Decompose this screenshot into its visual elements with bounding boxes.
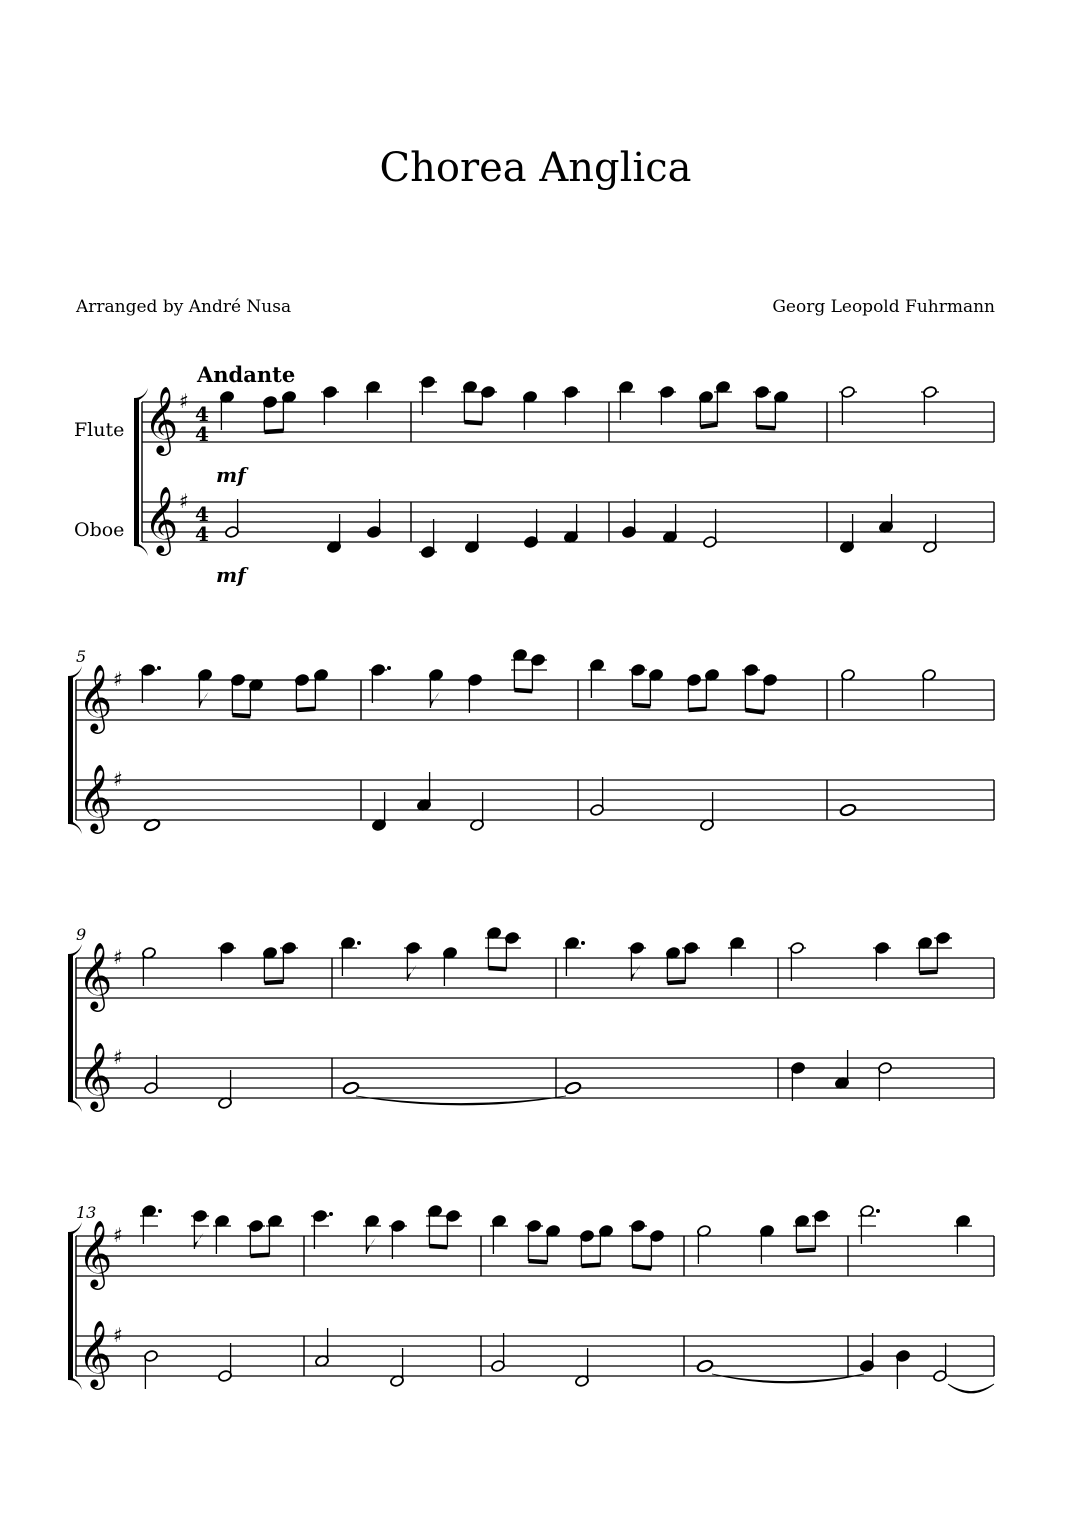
dynamic-oboe: mf (216, 563, 246, 587)
oboe-time-sig: 4 (195, 522, 209, 546)
note-dot (876, 1209, 880, 1213)
system-bracket (68, 1232, 73, 1380)
note-beam (514, 690, 532, 691)
note-beam (429, 1246, 447, 1247)
system-bracket (68, 676, 73, 824)
note-dot (357, 941, 361, 945)
flute-treble-clef-icon: 𝄞 (78, 941, 113, 1009)
note-dot (157, 666, 161, 670)
note-dot (329, 1212, 333, 1216)
note-beam (488, 968, 506, 969)
arranger-credit: Arranged by André Nusa (76, 297, 292, 317)
instrument-label-oboe: Oboe (74, 519, 125, 541)
note-beam (464, 422, 482, 423)
note-head (564, 1081, 581, 1095)
flute-sharp-icon: ♯ (113, 945, 123, 969)
note-tie (356, 1096, 566, 1105)
note-dot (581, 941, 585, 945)
flute-sharp-icon: ♯ (113, 1223, 123, 1247)
note-beam (581, 1265, 600, 1266)
note-beam (667, 982, 685, 983)
oboe-treble-clef-icon: 𝄞 (78, 1041, 113, 1109)
flute-treble-clef-icon: 𝄞 (78, 1219, 113, 1287)
flute-sharp-icon: ♯ (113, 667, 123, 691)
system-bracket (68, 954, 73, 1102)
note-beam (632, 1266, 651, 1269)
oboe-sharp-icon: ♯ (113, 767, 123, 791)
instrument-label-flute: Flute (74, 419, 125, 441)
note-beam (232, 715, 250, 716)
flute-time-sig: 4 (195, 422, 209, 446)
note-dot (158, 1209, 162, 1213)
oboe-time-sig: 4 (195, 502, 209, 526)
oboe-treble-clef-icon: 𝄞 (144, 485, 179, 553)
measure-number-5: 5 (76, 647, 87, 666)
note-dot (387, 666, 391, 670)
note-beam (264, 431, 283, 432)
system-bracket (134, 398, 139, 546)
note-beam (528, 1261, 547, 1262)
score-title: Chorea Anglica (379, 145, 692, 191)
note-beam (919, 972, 937, 973)
flute-time-sig: 4 (195, 402, 209, 426)
note-beam (632, 705, 650, 706)
measure-number-9: 9 (76, 925, 87, 944)
dynamic-flute: mf (216, 463, 246, 487)
note-head (696, 1359, 713, 1373)
oboe-treble-clef-icon: 𝄞 (78, 1319, 113, 1387)
tempo-marking: Andante (197, 362, 296, 387)
note-head (839, 803, 856, 817)
oboe-sharp-icon: ♯ (113, 1323, 123, 1347)
note-beam (745, 710, 764, 713)
note-head (342, 1081, 359, 1095)
composer-credit: Georg Leopold Fuhrmann (772, 297, 995, 317)
note-beam (796, 1250, 815, 1251)
measure-number-13: 13 (76, 1203, 97, 1222)
note-beam (264, 982, 283, 983)
oboe-sharp-icon: ♯ (179, 489, 189, 513)
note-beam (700, 425, 717, 428)
flute-treble-clef-icon: 𝄞 (144, 385, 179, 453)
note-beam (688, 709, 706, 710)
flute-treble-clef-icon: 𝄞 (78, 663, 113, 731)
note-beam (756, 427, 775, 428)
oboe-sharp-icon: ♯ (113, 1045, 123, 1069)
note-tie (948, 1384, 994, 1393)
flute-sharp-icon: ♯ (179, 389, 189, 413)
note-tie (712, 1374, 864, 1383)
note-beam (250, 1255, 269, 1256)
note-beam (296, 709, 315, 710)
oboe-treble-clef-icon: 𝄞 (78, 763, 113, 831)
